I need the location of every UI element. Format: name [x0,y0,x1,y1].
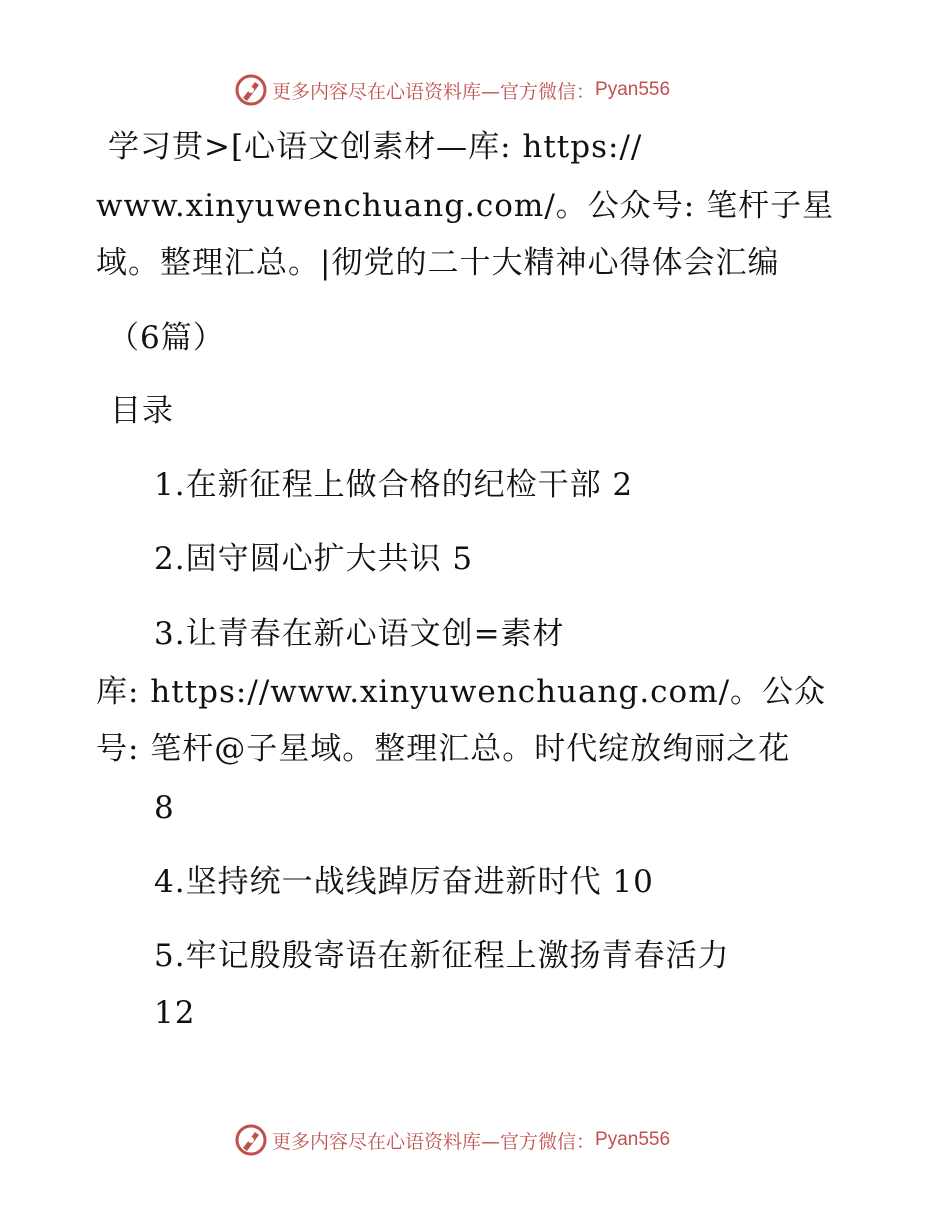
toc-item-5-page: 12 [154,995,196,1031]
header-watermark [234,72,670,108]
intro-line-4: （6篇） [108,320,225,356]
footer-watermark [234,1122,670,1158]
intro-line-1: 学习贯>[心语文创素材—库: https:// [108,129,643,165]
pen-logo-icon [234,1123,268,1157]
watermark-text: 更多内容尽在心语资料库—官方微信： [272,80,596,103]
intro-line-2: www.xinyuwenchuang.com/。公众号: 笔杆子星 [96,188,835,224]
toc-item-3-line-3: 号: 笔杆@子星域。整理汇总。时代绽放绚丽之花 [96,731,791,767]
watermark-wechat: Pyan556 [595,1129,671,1150]
toc-item-5-line-1: 5.牢记殷殷寄语在新征程上激扬青春活力 [154,938,730,974]
pen-logo-icon [234,73,268,107]
watermark-text: 更多内容尽在心语资料库—官方微信： [272,1130,596,1153]
toc-heading: 目录 [110,393,174,429]
toc-item-4: 4.坚持统一战线踔厉奋进新时代 10 [154,864,654,900]
toc-item-3-line-1: 3.让青春在新心语文创=素材 [154,616,565,652]
toc-item-2: 2.固守圆心扩大共识 5 [154,541,474,577]
toc-item-1: 1.在新征程上做合格的纪检干部 2 [154,467,634,503]
toc-item-3-line-2: 库: https://www.xinyuwenchuang.com/。公众 [96,674,827,710]
intro-line-3: 域。整理汇总。|彻党的二十大精神心得体会汇编 [96,245,780,281]
toc-item-3-page: 8 [154,790,175,826]
watermark-wechat: Pyan556 [595,79,671,100]
